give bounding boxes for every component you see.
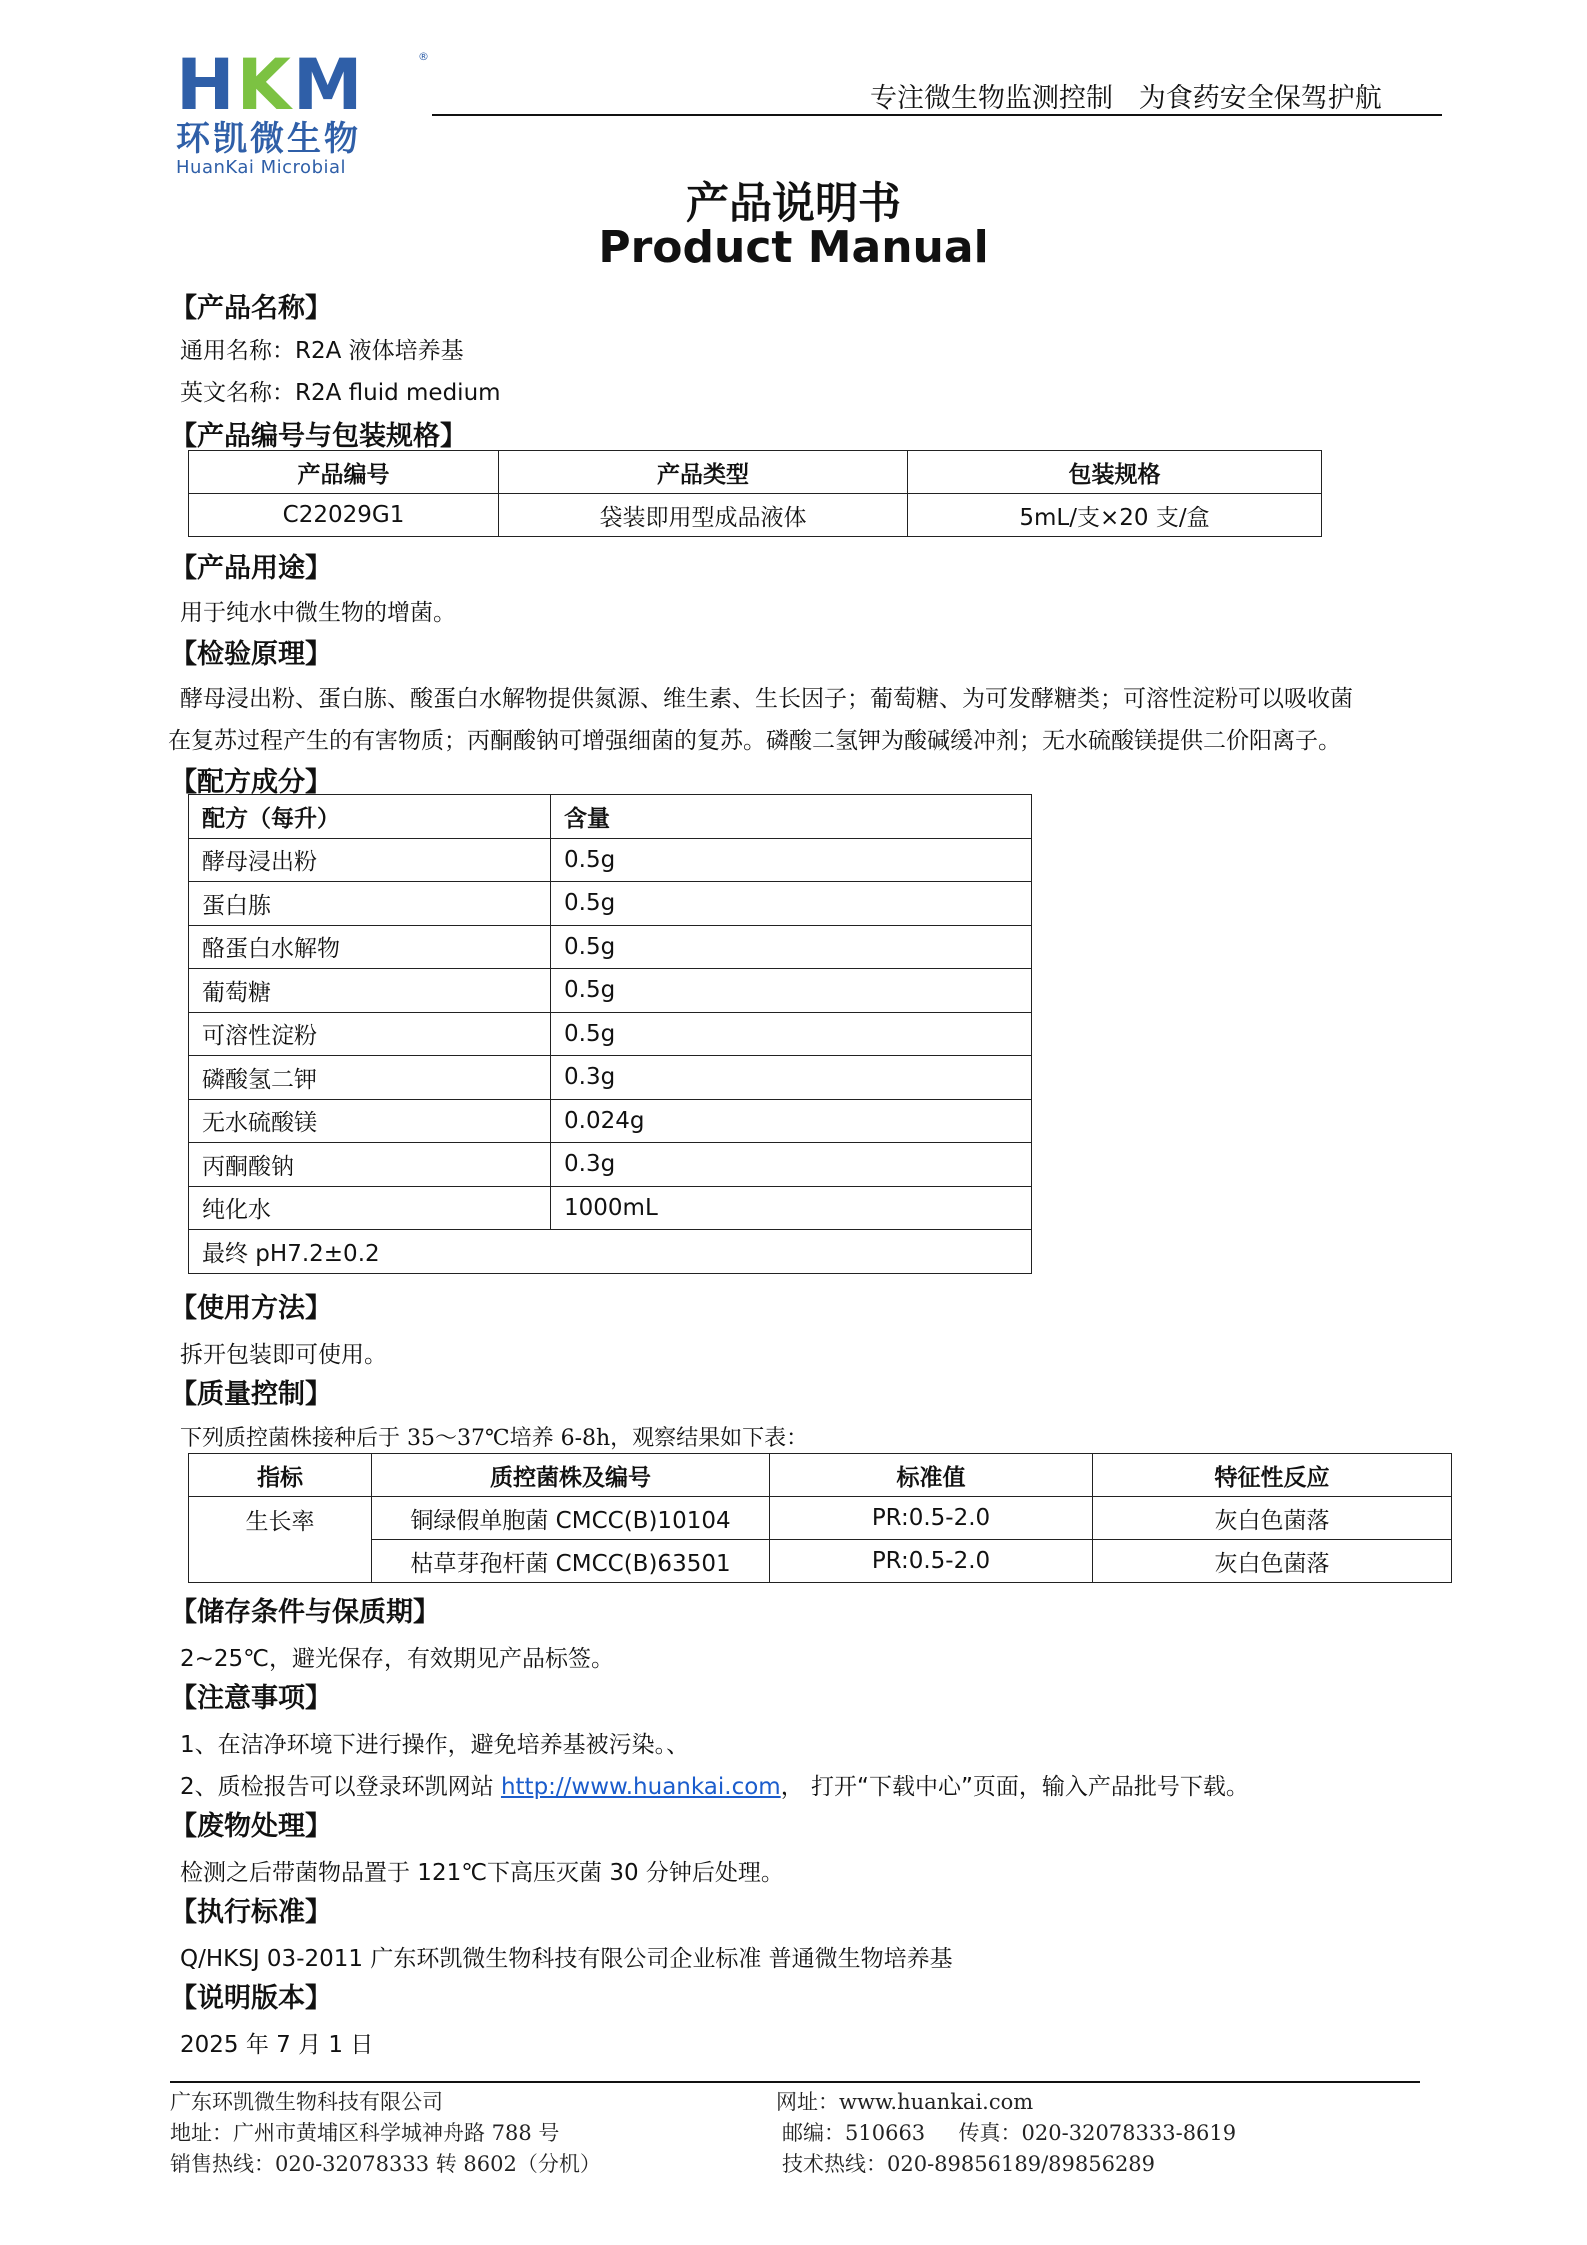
header-cell: 产品编号 bbox=[189, 451, 499, 494]
version-date: 2025 年 7 月 1 日 bbox=[180, 2032, 374, 2058]
section-heading-formula: 【配方成分】 bbox=[170, 767, 332, 798]
logo-english-name: HuanKai Microbial bbox=[176, 157, 347, 178]
ingredient-amount: 1000mL bbox=[551, 1186, 1032, 1230]
table-row bbox=[189, 1099, 1032, 1143]
characteristic-reaction: 灰白色菌落 bbox=[1093, 1497, 1452, 1540]
ingredient-amount: 0.5g bbox=[551, 925, 1032, 969]
table-row bbox=[189, 1143, 1032, 1187]
ingredient-amount: 0.5g bbox=[551, 838, 1032, 882]
table-row bbox=[189, 1497, 1452, 1540]
section-heading-product-code: 【产品编号与包装规格】 bbox=[170, 421, 467, 452]
generic-name: 通用名称：R2A 液体培养基 bbox=[180, 338, 464, 364]
header-cell: 特征性反应 bbox=[1093, 1454, 1452, 1497]
header-cell: 标准值 bbox=[770, 1454, 1093, 1497]
website-link[interactable]: http://www.huankai.com bbox=[500, 1774, 781, 1800]
section-heading-storage: 【储存条件与保质期】 bbox=[170, 1597, 440, 1628]
footer-tech-hotline: 技术热线：020-89856189/89856289 bbox=[782, 2152, 1156, 2176]
ingredient-amount: 0.5g bbox=[551, 882, 1032, 926]
ingredient-name: 酪蛋白水解物 bbox=[189, 925, 551, 969]
header-divider bbox=[432, 114, 1442, 116]
section-heading-product-name: 【产品名称】 bbox=[170, 293, 332, 324]
ingredient-name: 磷酸氢二钾 bbox=[189, 1056, 551, 1100]
footer-hotline: 销售热线：020-32078333 转 8602（分机） bbox=[170, 2152, 601, 2176]
ingredient-amount: 0.3g bbox=[551, 1143, 1032, 1187]
product-code: C22029G1 bbox=[189, 494, 499, 537]
ingredient-name: 丙酮酸钠 bbox=[189, 1143, 551, 1187]
ingredient-amount: 0.3g bbox=[551, 1056, 1032, 1100]
method-text: 拆开包装即可使用。 bbox=[180, 1342, 387, 1368]
quality-control-text: 下列质控菌株接种后于 35～37℃培养 6-8h，观察结果如下表： bbox=[180, 1426, 809, 1451]
ingredient-name: 可溶性淀粉 bbox=[189, 1012, 551, 1056]
note-item-2 bbox=[180, 1768, 1249, 1801]
footer-company: 广东环凯微生物科技有限公司 bbox=[170, 2090, 443, 2114]
header-cell: 指标 bbox=[189, 1454, 372, 1497]
table-row bbox=[189, 882, 1032, 926]
ingredient-name: 纯化水 bbox=[189, 1186, 551, 1230]
strain: 枯草芽孢杆菌 CMCC(B)63501 bbox=[372, 1540, 770, 1583]
title-english: Product Manual bbox=[598, 222, 989, 273]
ingredient-name: 蛋白胨 bbox=[189, 882, 551, 926]
table-row bbox=[189, 1056, 1032, 1100]
note-item-1: 1、在洁净环境下进行操作，避免培养基被污染。、 bbox=[180, 1732, 690, 1758]
section-heading-notes: 【注意事项】 bbox=[170, 1683, 332, 1714]
header-cell: 含量 bbox=[551, 795, 1032, 839]
quality-control-table bbox=[188, 1453, 1452, 1583]
table-row bbox=[189, 1230, 1032, 1274]
footer-postcode-fax: 邮编：510663 传真：020-32078333-8619 bbox=[782, 2121, 1237, 2145]
registered-mark: ® bbox=[418, 50, 429, 63]
table-row bbox=[189, 838, 1032, 882]
table-row bbox=[189, 494, 1322, 537]
product-code-table bbox=[188, 450, 1322, 537]
characteristic-reaction: 灰白色菌落 bbox=[1093, 1540, 1452, 1583]
company-logo bbox=[176, 44, 436, 178]
table-header-row bbox=[189, 1454, 1452, 1497]
header-cell: 产品类型 bbox=[499, 451, 908, 494]
section-heading-disposal: 【废物处理】 bbox=[170, 1811, 332, 1842]
final-ph: 最终 pH7.2±0.2 bbox=[189, 1230, 1032, 1274]
logo-mark: HKM bbox=[176, 44, 365, 126]
formula-table bbox=[188, 794, 1032, 1274]
principle-line-1: 酵母浸出粉、蛋白胨、酸蛋白水解物提供氮源、维生素、生长因子；葡萄糖、为可发酵糖类；可溶性淀粉可以吸收菌 bbox=[180, 686, 1353, 712]
section-heading-standard: 【执行标准】 bbox=[170, 1897, 332, 1928]
disposal-text: 检测之后带菌物品置于 121℃下高压灭菌 30 分钟后处理。 bbox=[180, 1860, 784, 1886]
header-cell: 质控菌株及编号 bbox=[372, 1454, 770, 1497]
standard-value: PR:0.5-2.0 bbox=[770, 1497, 1093, 1540]
note-item-2-tail: ， 打开“下载中心”页面，输入产品批号下载。 bbox=[780, 1774, 1249, 1800]
ingredient-amount: 0.5g bbox=[551, 1012, 1032, 1056]
package-spec: 5mL/支×20 支/盒 bbox=[908, 494, 1322, 537]
strain: 铜绿假单胞菌 CMCC(B)10104 bbox=[372, 1497, 770, 1540]
footer-divider bbox=[170, 2081, 1420, 2083]
logo-chinese-name: 环凯微生物 bbox=[176, 119, 361, 159]
footer-website: 网址：www.huankai.com bbox=[776, 2090, 1034, 2114]
table-header-row bbox=[189, 795, 1032, 839]
product-type: 袋装即用型成品液体 bbox=[499, 494, 908, 537]
usage-text: 用于纯水中微生物的增菌。 bbox=[180, 600, 456, 626]
ingredient-amount: 0.024g bbox=[551, 1099, 1032, 1143]
table-header-row bbox=[189, 451, 1322, 494]
header-cell: 配方（每升） bbox=[189, 795, 551, 839]
footer-address: 地址：广州市黄埔区科学城神舟路 788 号 bbox=[170, 2121, 560, 2145]
ingredient-amount: 0.5g bbox=[551, 969, 1032, 1013]
table-row bbox=[189, 1186, 1032, 1230]
table-row bbox=[189, 969, 1032, 1013]
note-item-2-text: 2、质检报告可以登录环凯网站 bbox=[180, 1774, 501, 1800]
standard-text: Q/HKSJ 03-2011 广东环凯微生物科技有限公司企业标准 普通微生物培养基 bbox=[180, 1946, 953, 1972]
section-heading-principle: 【检验原理】 bbox=[170, 639, 332, 670]
table-row bbox=[189, 925, 1032, 969]
indicator: 生长率 bbox=[189, 1497, 372, 1583]
title-chinese: 产品说明书 bbox=[686, 179, 901, 229]
table-row bbox=[189, 1540, 1452, 1583]
section-heading-method: 【使用方法】 bbox=[170, 1293, 332, 1324]
english-name: 英文名称：R2A fluid medium bbox=[180, 380, 501, 406]
slogan: 专注微生物监测控制 为食药安全保驾护航 bbox=[870, 83, 1382, 114]
section-heading-version: 【说明版本】 bbox=[170, 1983, 332, 2014]
section-heading-usage: 【产品用途】 bbox=[170, 553, 332, 584]
table-row bbox=[189, 1012, 1032, 1056]
principle-line-2: 在复苏过程产生的有害物质；丙酮酸钠可增强细菌的复苏。磷酸二氢钾为酸碱缓冲剂；无水硫酸镁提供二价阳离子。 bbox=[168, 728, 1341, 754]
storage-text: 2~25℃，避光保存，有效期见产品标签。 bbox=[180, 1646, 615, 1672]
ingredient-name: 酵母浸出粉 bbox=[189, 838, 551, 882]
header-cell: 包装规格 bbox=[908, 451, 1322, 494]
ingredient-name: 葡萄糖 bbox=[189, 969, 551, 1013]
section-heading-quality-control: 【质量控制】 bbox=[170, 1379, 332, 1410]
ingredient-name: 无水硫酸镁 bbox=[189, 1099, 551, 1143]
standard-value: PR:0.5-2.0 bbox=[770, 1540, 1093, 1583]
